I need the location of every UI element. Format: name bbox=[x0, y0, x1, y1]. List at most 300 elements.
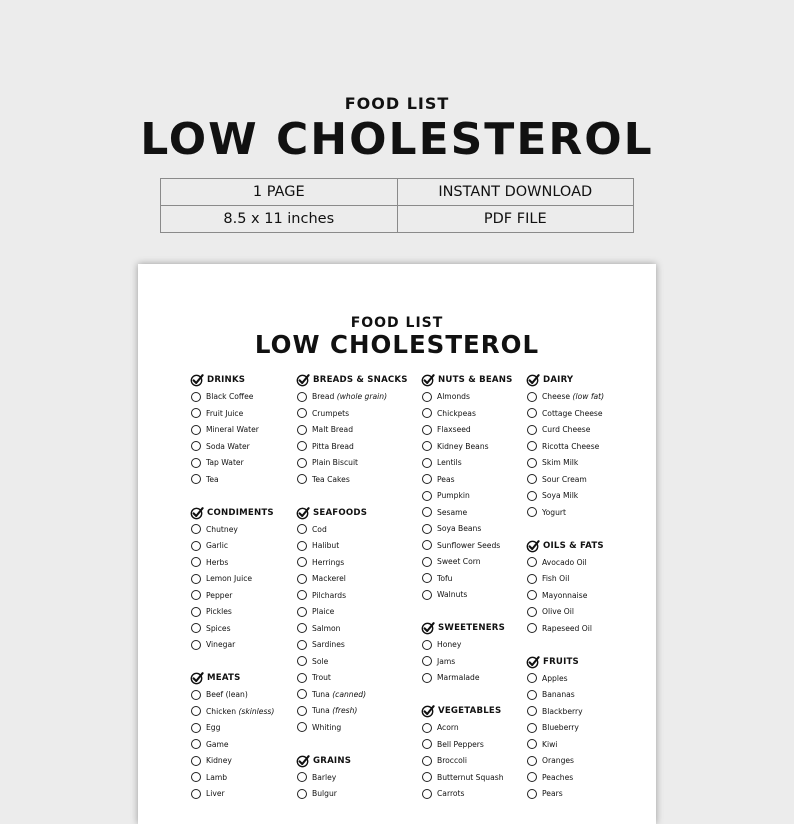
checkbox-circle-icon[interactable] bbox=[191, 425, 201, 435]
checkbox-circle-icon[interactable] bbox=[191, 772, 201, 782]
food-item-name: Tea Cakes bbox=[312, 474, 350, 484]
food-item-name: Olive Oil bbox=[542, 607, 574, 617]
food-item-name: Flaxseed bbox=[437, 425, 471, 435]
checkbox-circle-icon[interactable] bbox=[527, 673, 537, 683]
food-item-name: Sole bbox=[312, 656, 329, 666]
food-item-label bbox=[437, 475, 455, 484]
checkbox-circle-icon[interactable] bbox=[422, 723, 432, 733]
checkbox-circle-icon[interactable] bbox=[422, 491, 432, 501]
food-item bbox=[526, 488, 604, 505]
checkbox-circle-icon[interactable] bbox=[297, 706, 307, 716]
section-title: VEGETABLES bbox=[438, 706, 502, 717]
checkbox-circle-icon[interactable] bbox=[191, 458, 201, 468]
food-item-label bbox=[437, 508, 467, 517]
food-item bbox=[190, 554, 274, 571]
checked-circle-icon bbox=[190, 671, 204, 685]
food-item-label bbox=[542, 607, 574, 616]
info-table bbox=[160, 178, 634, 233]
food-item-label bbox=[437, 574, 452, 583]
checkbox-circle-icon[interactable] bbox=[297, 425, 307, 435]
section-title: DRINKS bbox=[207, 375, 246, 386]
food-item-label bbox=[542, 409, 603, 418]
food-item bbox=[421, 438, 513, 455]
food-item bbox=[190, 769, 274, 786]
food-item-label bbox=[437, 458, 462, 467]
food-item-note: (whole grain) bbox=[336, 392, 388, 402]
food-item-name: Bell Peppers bbox=[437, 739, 484, 749]
checkbox-circle-icon[interactable] bbox=[191, 441, 201, 451]
food-item-name: Plaice bbox=[312, 607, 335, 617]
sheet-title: LOW CHOLESTEROL bbox=[254, 330, 540, 359]
food-item-name: Fruit Juice bbox=[206, 408, 244, 418]
food-item-label bbox=[206, 690, 248, 699]
checkbox-circle-icon[interactable] bbox=[527, 441, 537, 451]
checkbox-circle-icon[interactable] bbox=[527, 574, 537, 584]
checkbox-circle-icon[interactable] bbox=[191, 574, 201, 584]
info-cell-format: PDF FILE bbox=[397, 206, 634, 233]
food-item-name: Vinegar bbox=[206, 640, 236, 650]
food-item-label bbox=[542, 442, 599, 451]
food-item-name: Herrings bbox=[312, 557, 345, 567]
checkbox-circle-icon[interactable] bbox=[297, 623, 307, 633]
food-item-label bbox=[312, 574, 346, 583]
food-item-label bbox=[206, 640, 235, 649]
checkbox-circle-icon[interactable] bbox=[422, 408, 432, 418]
food-item-label bbox=[206, 624, 231, 633]
food-item-label bbox=[437, 756, 467, 765]
food-item-name: Soda Water bbox=[206, 441, 250, 451]
checkbox-circle-icon[interactable] bbox=[422, 392, 432, 402]
food-item bbox=[190, 538, 274, 555]
food-item bbox=[190, 571, 274, 588]
food-item-label bbox=[542, 723, 579, 732]
food-section bbox=[421, 703, 513, 802]
food-item-label bbox=[542, 558, 587, 567]
food-item-label bbox=[437, 773, 504, 782]
section-header bbox=[296, 505, 408, 522]
food-item-label bbox=[206, 425, 259, 434]
food-item-name: Trout bbox=[312, 673, 331, 683]
checkbox-circle-icon[interactable] bbox=[297, 392, 307, 402]
checked-circle-icon bbox=[421, 704, 435, 718]
food-item bbox=[421, 521, 513, 538]
food-item bbox=[296, 455, 408, 472]
food-item-name: Oranges bbox=[542, 756, 575, 766]
food-item bbox=[421, 769, 513, 786]
food-item-name: Beef (lean) bbox=[206, 690, 248, 700]
section-title: OILS & FATS bbox=[543, 540, 604, 551]
checkbox-circle-icon[interactable] bbox=[422, 772, 432, 782]
checkbox-circle-icon[interactable] bbox=[191, 723, 201, 733]
food-item-label bbox=[542, 707, 583, 716]
section-title: MEATS bbox=[207, 673, 241, 684]
checkbox-circle-icon[interactable] bbox=[297, 541, 307, 551]
checkbox-circle-icon[interactable] bbox=[527, 590, 537, 600]
checked-circle-icon bbox=[296, 506, 310, 520]
food-item bbox=[190, 521, 274, 538]
food-item-label bbox=[437, 673, 480, 682]
checkbox-circle-icon[interactable] bbox=[527, 392, 537, 402]
food-item-label bbox=[542, 690, 575, 699]
checkbox-circle-icon[interactable] bbox=[527, 772, 537, 782]
food-item bbox=[421, 753, 513, 770]
food-item-name: Broccoli bbox=[437, 756, 468, 766]
food-item bbox=[526, 769, 604, 786]
section-header bbox=[190, 505, 274, 522]
food-item-label bbox=[206, 525, 238, 534]
section-title: FRUITS bbox=[543, 656, 579, 667]
food-item bbox=[296, 703, 408, 720]
food-section bbox=[190, 670, 274, 802]
checked-circle-icon bbox=[190, 506, 204, 520]
food-item-name: Barley bbox=[312, 772, 337, 782]
checked-circle-icon bbox=[526, 373, 540, 387]
food-item bbox=[296, 422, 408, 439]
food-section bbox=[526, 538, 604, 637]
checkbox-circle-icon[interactable] bbox=[191, 690, 201, 700]
food-item-name: Crumpets bbox=[312, 408, 350, 418]
checkbox-circle-icon[interactable] bbox=[527, 607, 537, 617]
food-item-label bbox=[437, 491, 470, 500]
food-item-label bbox=[542, 756, 574, 765]
food-item-label bbox=[206, 591, 232, 600]
checkbox-circle-icon[interactable] bbox=[422, 507, 432, 517]
checkbox-circle-icon[interactable] bbox=[422, 590, 432, 600]
checkbox-circle-icon[interactable] bbox=[297, 640, 307, 650]
checked-circle-icon bbox=[296, 373, 310, 387]
food-item-name: Egg bbox=[206, 723, 221, 733]
food-item bbox=[526, 455, 604, 472]
checkbox-circle-icon[interactable] bbox=[527, 408, 537, 418]
checkbox-circle-icon[interactable] bbox=[527, 491, 537, 501]
food-item-label bbox=[312, 657, 328, 666]
food-section bbox=[421, 620, 513, 686]
checkbox-circle-icon[interactable] bbox=[191, 524, 201, 534]
food-item-label bbox=[542, 674, 568, 683]
food-item-label bbox=[437, 524, 481, 533]
checkbox-circle-icon[interactable] bbox=[191, 590, 201, 600]
food-item-label bbox=[312, 541, 339, 550]
header-title: LOW CHOLESTEROL bbox=[140, 114, 654, 165]
food-item bbox=[526, 504, 604, 521]
food-item-name: Lemon Juice bbox=[206, 574, 253, 584]
food-item-name: Blueberry bbox=[542, 723, 579, 733]
food-item-label bbox=[542, 574, 569, 583]
checkbox-circle-icon[interactable] bbox=[422, 458, 432, 468]
checkbox-circle-icon[interactable] bbox=[297, 574, 307, 584]
food-item bbox=[190, 471, 274, 488]
checkbox-circle-icon[interactable] bbox=[527, 623, 537, 633]
food-item bbox=[296, 538, 408, 555]
checkbox-circle-icon[interactable] bbox=[191, 541, 201, 551]
checkbox-circle-icon[interactable] bbox=[297, 524, 307, 534]
checkbox-circle-icon[interactable] bbox=[191, 607, 201, 617]
food-item-label bbox=[206, 607, 232, 616]
checkbox-circle-icon[interactable] bbox=[527, 557, 537, 567]
section-title: SEAFOODS bbox=[313, 507, 368, 518]
checkbox-circle-icon[interactable] bbox=[191, 623, 201, 633]
checkbox-circle-icon[interactable] bbox=[191, 408, 201, 418]
food-item-name: Malt Bread bbox=[312, 425, 354, 435]
food-item-name: Marmalade bbox=[437, 673, 480, 683]
food-item-label bbox=[312, 442, 354, 451]
checked-circle-icon bbox=[421, 373, 435, 387]
checkbox-circle-icon[interactable] bbox=[297, 656, 307, 666]
food-item bbox=[421, 488, 513, 505]
food-section bbox=[296, 753, 408, 803]
food-item bbox=[526, 620, 604, 637]
food-item-name: Kiwi bbox=[542, 739, 558, 749]
food-item-name: Pitta Bread bbox=[312, 441, 354, 451]
food-item bbox=[190, 389, 274, 406]
food-item bbox=[296, 769, 408, 786]
checkbox-circle-icon[interactable] bbox=[527, 756, 537, 766]
food-item-label bbox=[312, 409, 349, 418]
food-item-name: Mayonnaise bbox=[542, 590, 588, 600]
section-header bbox=[421, 372, 513, 389]
food-item-name: Cheese bbox=[542, 392, 571, 402]
food-item bbox=[296, 389, 408, 406]
food-item-name: Chickpeas bbox=[437, 408, 476, 418]
checkbox-circle-icon[interactable] bbox=[422, 739, 432, 749]
food-item-label bbox=[312, 706, 357, 715]
checked-circle-icon bbox=[421, 621, 435, 635]
checkbox-circle-icon[interactable] bbox=[297, 590, 307, 600]
checkbox-circle-icon[interactable] bbox=[422, 524, 432, 534]
checkbox-circle-icon[interactable] bbox=[297, 474, 307, 484]
checkbox-circle-icon[interactable] bbox=[297, 408, 307, 418]
food-item-note: (canned) bbox=[332, 689, 367, 699]
food-item-name: Garlic bbox=[206, 541, 229, 551]
food-item-label bbox=[312, 458, 358, 467]
food-item-label bbox=[206, 392, 253, 401]
food-item-name: Honey bbox=[437, 640, 462, 650]
checkbox-circle-icon[interactable] bbox=[422, 441, 432, 451]
food-item-label bbox=[437, 425, 471, 434]
food-item-name: Pickles bbox=[206, 607, 232, 617]
section-title: NUTS & BEANS bbox=[438, 375, 513, 386]
food-section bbox=[190, 505, 274, 654]
food-item-label bbox=[437, 442, 489, 451]
food-item bbox=[296, 405, 408, 422]
checkbox-circle-icon[interactable] bbox=[297, 722, 307, 732]
food-item bbox=[190, 720, 274, 737]
food-item bbox=[296, 686, 408, 703]
food-item bbox=[296, 587, 408, 604]
food-item-label bbox=[206, 558, 228, 567]
section-header bbox=[526, 372, 604, 389]
food-item-name: Tea bbox=[206, 474, 219, 484]
food-item bbox=[296, 554, 408, 571]
food-item bbox=[526, 587, 604, 604]
checked-circle-icon bbox=[526, 655, 540, 669]
food-item-label bbox=[312, 773, 336, 782]
food-item-name: Lentils bbox=[437, 458, 462, 468]
food-item bbox=[190, 455, 274, 472]
checkbox-circle-icon[interactable] bbox=[422, 540, 432, 550]
food-item-name: Fish Oil bbox=[542, 574, 570, 584]
checkbox-circle-icon[interactable] bbox=[191, 706, 201, 716]
food-item bbox=[526, 405, 604, 422]
checkbox-circle-icon[interactable] bbox=[297, 441, 307, 451]
food-item-label bbox=[312, 425, 353, 434]
food-item bbox=[190, 438, 274, 455]
food-item-label bbox=[312, 558, 344, 567]
checkbox-circle-icon[interactable] bbox=[422, 640, 432, 650]
checkbox-circle-icon[interactable] bbox=[527, 690, 537, 700]
food-item bbox=[526, 670, 604, 687]
section-header bbox=[296, 753, 408, 770]
checkbox-circle-icon[interactable] bbox=[191, 756, 201, 766]
checkbox-circle-icon[interactable] bbox=[191, 640, 201, 650]
checkbox-circle-icon[interactable] bbox=[297, 772, 307, 782]
food-item-label bbox=[437, 740, 484, 749]
food-column-2 bbox=[296, 372, 408, 819]
food-item bbox=[526, 720, 604, 737]
checkbox-circle-icon[interactable] bbox=[297, 673, 307, 683]
food-item bbox=[526, 554, 604, 571]
food-column-3 bbox=[421, 372, 513, 819]
info-cell-download: INSTANT DOWNLOAD bbox=[397, 179, 634, 206]
food-item-label bbox=[542, 591, 587, 600]
checkbox-circle-icon[interactable] bbox=[422, 756, 432, 766]
food-item-name: Halibut bbox=[312, 541, 340, 551]
food-item-name: Sweet Corn bbox=[437, 557, 481, 567]
checkbox-circle-icon[interactable] bbox=[191, 739, 201, 749]
food-item-label bbox=[206, 541, 228, 550]
food-item-name: Sesame bbox=[437, 507, 468, 517]
checkbox-circle-icon[interactable] bbox=[297, 689, 307, 699]
food-item-label bbox=[437, 657, 455, 666]
checkbox-circle-icon[interactable] bbox=[422, 425, 432, 435]
food-item bbox=[190, 587, 274, 604]
food-item bbox=[296, 471, 408, 488]
food-item bbox=[190, 687, 274, 704]
food-item-label bbox=[437, 590, 467, 599]
food-item-name: Cod bbox=[312, 524, 327, 534]
checkbox-circle-icon[interactable] bbox=[527, 474, 537, 484]
info-row bbox=[161, 206, 634, 233]
food-item-name: Whiting bbox=[312, 722, 342, 732]
food-item-name: Bananas bbox=[542, 690, 575, 700]
food-item-label bbox=[206, 723, 220, 732]
food-item bbox=[296, 620, 408, 637]
food-item bbox=[190, 703, 274, 720]
food-item-label bbox=[542, 740, 557, 749]
food-item-label bbox=[206, 707, 274, 716]
food-item-note: (skinless) bbox=[238, 706, 275, 716]
checkbox-circle-icon[interactable] bbox=[422, 474, 432, 484]
checkbox-circle-icon[interactable] bbox=[422, 656, 432, 666]
food-item-name: Cottage Cheese bbox=[542, 408, 603, 418]
food-item-name: Tap Water bbox=[206, 458, 244, 468]
food-item-label bbox=[542, 425, 590, 434]
food-item bbox=[526, 471, 604, 488]
checkbox-circle-icon[interactable] bbox=[422, 557, 432, 567]
section-title: SWEETENERS bbox=[438, 623, 506, 634]
food-item-name: Butternut Squash bbox=[437, 772, 504, 782]
checkbox-circle-icon[interactable] bbox=[527, 706, 537, 716]
food-item-name: Bulgur bbox=[312, 789, 337, 799]
food-item-name: Jams bbox=[437, 656, 456, 666]
food-item-label bbox=[312, 475, 350, 484]
food-item-name: Mineral Water bbox=[206, 425, 259, 435]
food-item-name: Sunflower Seeds bbox=[437, 540, 501, 550]
food-item-label bbox=[312, 673, 331, 682]
checkbox-circle-icon[interactable] bbox=[527, 507, 537, 517]
checkbox-circle-icon[interactable] bbox=[297, 557, 307, 567]
sheet-subtitle: FOOD LIST bbox=[350, 315, 444, 331]
food-item-name: Kidney Beans bbox=[437, 441, 489, 451]
food-item-name: Rapeseed Oil bbox=[542, 623, 592, 633]
section-header bbox=[190, 372, 274, 389]
food-section bbox=[190, 372, 274, 488]
food-item-label bbox=[312, 690, 366, 699]
checkbox-circle-icon[interactable] bbox=[527, 723, 537, 733]
food-section bbox=[526, 372, 604, 521]
section-header bbox=[526, 538, 604, 555]
checkbox-circle-icon[interactable] bbox=[191, 557, 201, 567]
food-item bbox=[421, 405, 513, 422]
food-item-label bbox=[206, 458, 244, 467]
checkbox-circle-icon[interactable] bbox=[297, 607, 307, 617]
food-item-name: Salmon bbox=[312, 623, 341, 633]
food-section bbox=[526, 654, 604, 803]
food-item bbox=[421, 422, 513, 439]
food-column-4 bbox=[526, 372, 604, 819]
checkbox-circle-icon[interactable] bbox=[297, 458, 307, 468]
food-item-name: Bread bbox=[312, 392, 335, 402]
food-item-name: Ricotta Cheese bbox=[542, 441, 600, 451]
food-item-label bbox=[206, 574, 252, 583]
food-item bbox=[296, 521, 408, 538]
checkbox-circle-icon[interactable] bbox=[422, 673, 432, 683]
food-item-label bbox=[312, 525, 327, 534]
food-item-name: Herbs bbox=[206, 557, 229, 567]
food-item-label bbox=[206, 409, 243, 418]
food-item-name: Liver bbox=[206, 789, 225, 799]
food-item bbox=[296, 653, 408, 670]
checkbox-circle-icon[interactable] bbox=[191, 392, 201, 402]
checkbox-circle-icon[interactable] bbox=[191, 474, 201, 484]
food-item-label bbox=[437, 557, 481, 566]
food-column-1 bbox=[190, 372, 274, 819]
food-item bbox=[421, 554, 513, 571]
food-item-label bbox=[437, 723, 459, 732]
food-item bbox=[421, 455, 513, 472]
food-item bbox=[190, 736, 274, 753]
checkbox-circle-icon[interactable] bbox=[527, 425, 537, 435]
checkbox-circle-icon[interactable] bbox=[422, 573, 432, 583]
food-item-name: Game bbox=[206, 739, 229, 749]
checked-circle-icon bbox=[526, 539, 540, 553]
food-item-name: Yogurt bbox=[542, 507, 567, 517]
food-item-label bbox=[437, 640, 461, 649]
checkbox-circle-icon[interactable] bbox=[527, 739, 537, 749]
checkbox-circle-icon[interactable] bbox=[527, 458, 537, 468]
section-title: BREADS & SNACKS bbox=[313, 375, 408, 386]
food-item-label bbox=[312, 723, 341, 732]
food-item-name: Almonds bbox=[437, 392, 470, 402]
food-item bbox=[296, 604, 408, 621]
food-item-name: Skim Milk bbox=[542, 458, 579, 468]
food-item-name: Kidney bbox=[206, 756, 232, 766]
food-item-label bbox=[206, 475, 219, 484]
food-item-label bbox=[542, 508, 566, 517]
food-item-label bbox=[312, 607, 334, 616]
food-item-name: Tofu bbox=[437, 573, 453, 583]
header-subtitle: FOOD LIST bbox=[344, 94, 450, 113]
